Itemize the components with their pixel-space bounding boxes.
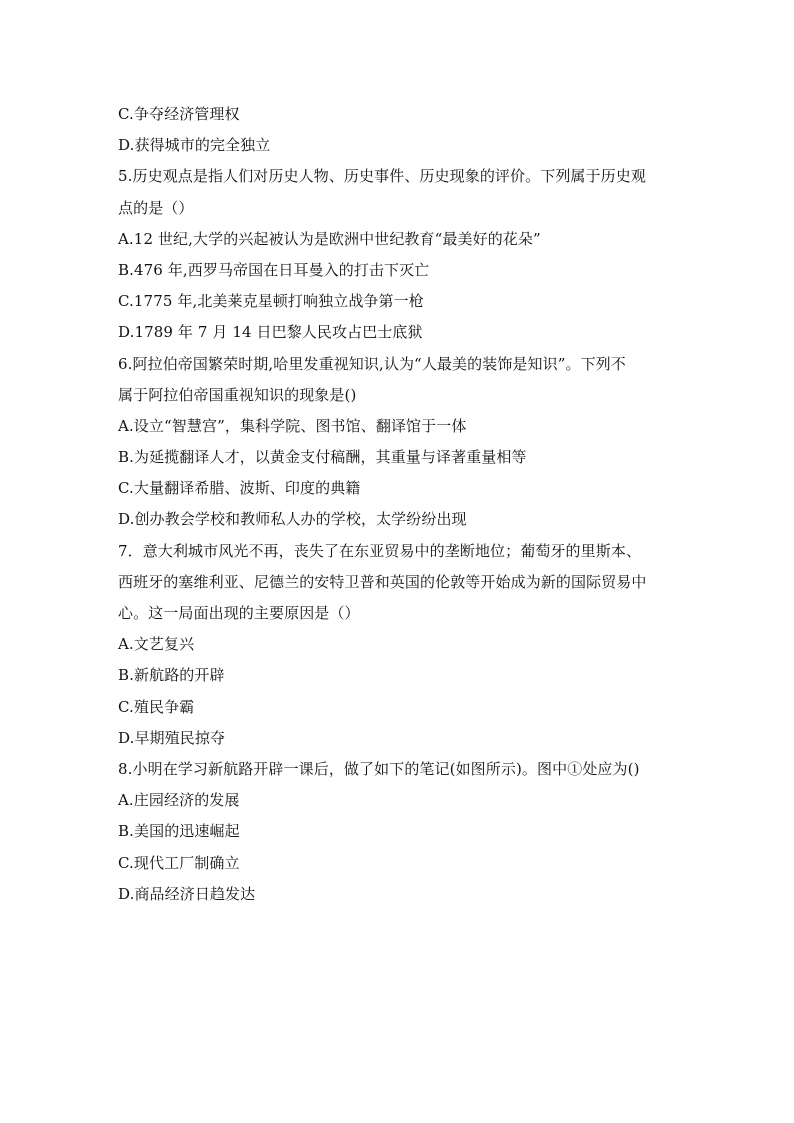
question-7-stem-line-3: 心。这一局面出现的主要原因是（） bbox=[118, 604, 360, 622]
option-c-q4: C.争夺经济管理权 bbox=[118, 105, 240, 123]
question-5-option-d: D.1789 年 7 月 14 日巴黎人民攻占巴士底狱 bbox=[118, 323, 423, 342]
option-d-q4: D.获得城市的完全独立 bbox=[118, 136, 271, 155]
question-8-stem: 8.小明在学习新航路开辟一课后，做了如下的笔记(如图所示)。图中①处应为() bbox=[118, 759, 640, 778]
question-6-option-a: A.设立“智慧宫”，集科学院、图书馆、翻译馆于一体 bbox=[118, 416, 467, 435]
question-7-option-a: A.文艺复兴 bbox=[118, 635, 195, 654]
question-5-option-c: C.1775 年,北美莱克星顿打响独立战争第一枪 bbox=[118, 292, 424, 311]
question-8-option-a: A.庄园经济的发展 bbox=[118, 791, 240, 810]
question-6-option-c: C.大量翻译希腊、波斯、印度的典籍 bbox=[118, 479, 361, 498]
question-7-stem-line-2: 西班牙的塞维利亚、尼德兰的安特卫普和英国的伦敦等开始成为新的国际贸易中 bbox=[118, 572, 647, 591]
question-5-option-a: A.12 世纪,大学的兴起被认为是欧洲中世纪教育“最美好的花朵” bbox=[118, 229, 541, 248]
question-6-option-b: B.为延揽翻译人才，以黄金支付稿酬，其重量与译著重量相等 bbox=[118, 448, 527, 467]
question-7-option-d: D.早期殖民掠夺 bbox=[118, 728, 226, 747]
question-7-option-c: C.殖民争霸 bbox=[118, 697, 195, 716]
question-7-option-b: B.新航路的开辟 bbox=[118, 666, 225, 685]
question-5-option-b: B.476 年,西罗马帝国在日耳曼入的打击下灭亡 bbox=[118, 260, 430, 279]
question-5-stem-line-1: 5.历史观点是指人们对历史人物、历史事件、历史现象的评价。下列属于历史观 bbox=[118, 167, 646, 186]
document-text-block bbox=[118, 99, 678, 910]
question-8-option-c: C.现代工厂制确立 bbox=[118, 853, 240, 872]
question-7-stem-line-1: 7．意大利城市风光不再，丧失了在东亚贸易中的垄断地位；葡萄牙的里斯本、 bbox=[118, 541, 642, 560]
question-6-option-d: D.创办教会学校和教师私人办的学校，太学纷纷出现 bbox=[118, 510, 467, 529]
question-8-option-d: D.商品经济日趋发达 bbox=[118, 884, 256, 903]
question-5-stem-line-2: 点的是（） bbox=[118, 198, 194, 217]
question-6-stem-line-2: 属于阿拉伯帝国重视知识的现象是() bbox=[118, 385, 357, 404]
question-6-stem-line-1: 6.阿拉伯帝国繁荣时期,哈里发重视知识,认为“人最美的装饰是知识”。下列不 bbox=[118, 354, 626, 373]
question-8-option-b: B.美国的迅速崛起 bbox=[118, 822, 240, 841]
